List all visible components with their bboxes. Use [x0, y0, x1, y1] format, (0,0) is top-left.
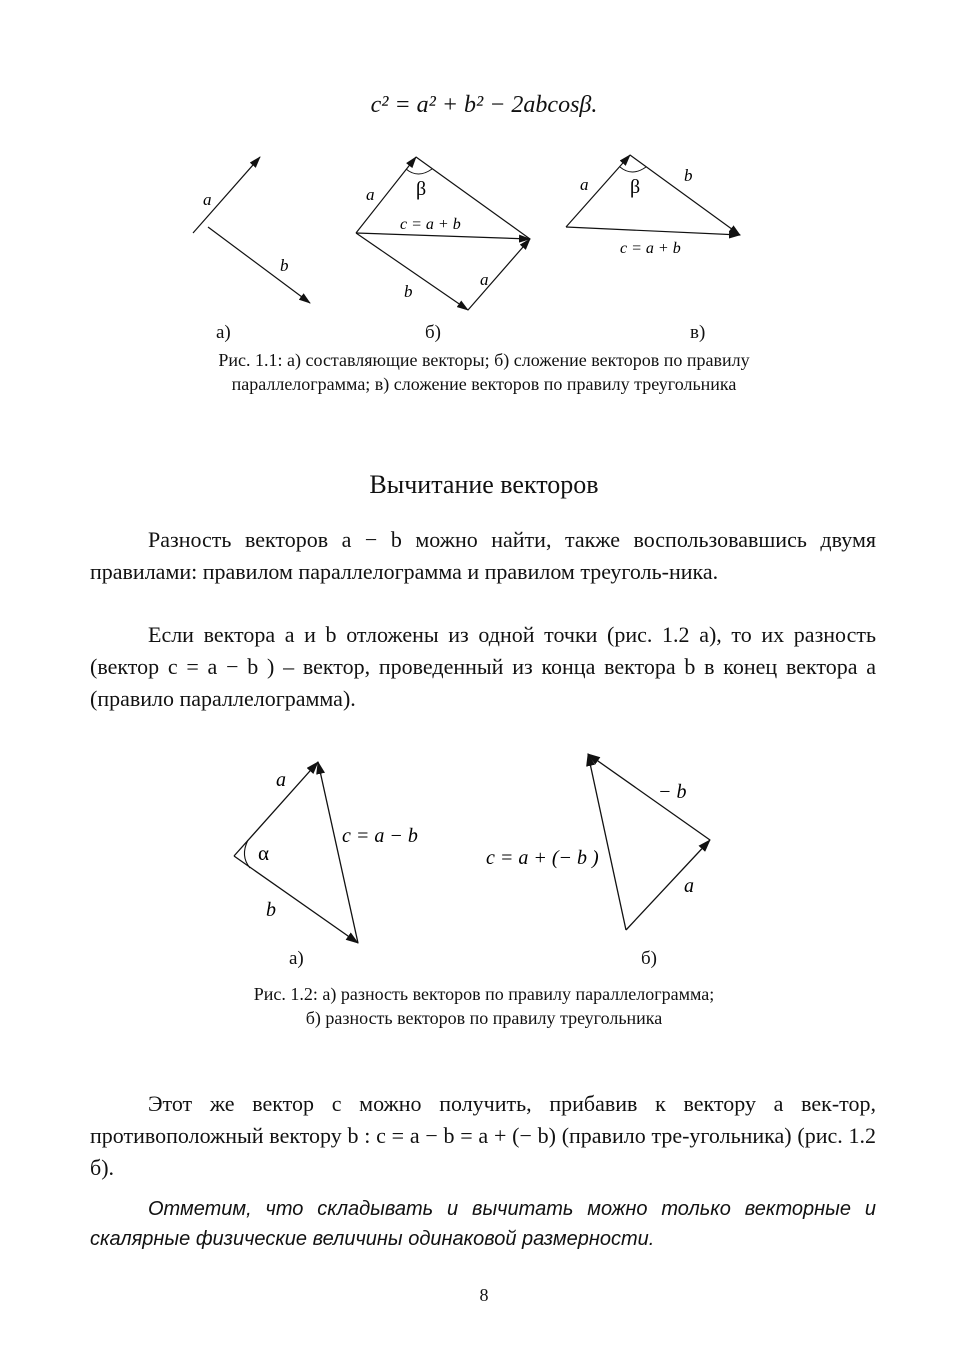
fig1b-label-c: c = a + b	[400, 216, 461, 233]
fig1c-sublabel: в)	[690, 322, 706, 343]
figure-1-1-caption-line1: Рис. 1.1: а) составляющие векторы; б) сложение векторов по правилу	[218, 350, 750, 370]
paragraph-2	[90, 619, 876, 715]
fig1b-vector-c	[356, 233, 530, 239]
fig1a-vector-b	[208, 227, 310, 303]
fig2b-label-negb: − b	[658, 781, 687, 803]
fig2a-vector-c	[318, 762, 358, 943]
fig2a-label-alpha: α	[258, 841, 270, 865]
fig1b-angle-arc	[406, 169, 432, 174]
fig2b-label-a: a	[684, 875, 694, 897]
law-of-cosines-formula: c² = a² + b² − 2abcosβ.	[370, 92, 598, 118]
fig2b-vector-negb	[588, 754, 710, 840]
fig1c-vector-a	[566, 155, 630, 227]
fig2a-label-a: a	[276, 769, 286, 791]
fig1b-vector-a-bottom	[468, 239, 530, 310]
paragraph-4-text: Отметим, что складывать и вычитать можно только векторные и скалярные физические величины одинаковой размерности.	[90, 1198, 876, 1250]
fig2b-vector-c	[588, 754, 626, 930]
fig1c-label-beta: β	[630, 176, 641, 198]
paragraph-1-text: Разность векторов a − b можно найти, также воспользовавшись двумя правилами: правилом параллелограмма и правилом треуголь-ника.	[90, 527, 876, 584]
fig2a-label-c: c = a − b	[342, 825, 418, 847]
paragraph-3-text: Этот же вектор c можно получить, прибавив к вектору a век-тор, противоположный вектору b : c = a − b = a + (− b) (правило тре-угольника) (рис. 1.2 б).	[90, 1091, 876, 1180]
fig1a-label-b: b	[280, 256, 289, 275]
fig2b-vector-a	[626, 840, 710, 930]
fig1a-sublabel: а)	[216, 322, 231, 343]
figure-1-2-caption-line2: б) разность векторов по правилу треугольника	[305, 1008, 663, 1028]
figure-1-2	[220, 748, 740, 953]
page-number: 8	[479, 1285, 489, 1305]
figure-1-2-caption-line1: Рис. 1.2: а) разность векторов по правилу параллелограмма;	[253, 984, 715, 1004]
fig1b-label-b: b	[404, 282, 413, 301]
figure-1-1	[170, 145, 770, 320]
fig1c-vector-c	[566, 227, 740, 235]
fig1b-label-a-bottom: a	[480, 270, 489, 289]
paragraph-2-text: Если вектора a и b отложены из одной точки (рис. 1.2 а), то их разность (вектор c = a − b ) – вектор, проведенный из конца вектора b в конец вектора a (правило параллелограмма).	[90, 622, 876, 711]
section-heading: Вычитание векторов	[369, 470, 599, 499]
fig1c-label-a: a	[580, 175, 589, 194]
paragraph-4-note	[90, 1194, 876, 1254]
paragraph-3	[90, 1088, 876, 1184]
fig2b-sublabel: б)	[641, 948, 657, 969]
fig1b-sublabel: б)	[425, 322, 441, 343]
figure-1-1-caption-line2: параллелограмма; в) сложение векторов по правилу треугольника	[231, 374, 737, 394]
fig1c-angle-arc	[620, 167, 646, 172]
paragraph-1	[90, 524, 876, 588]
fig1c-label-c: c = a + b	[620, 240, 681, 257]
fig1c-label-b: b	[684, 166, 693, 185]
fig2b-label-c: c = a + (− b )	[486, 847, 599, 869]
fig2a-label-b: b	[266, 899, 276, 921]
fig1b-label-a-top: a	[366, 185, 375, 204]
fig2a-vector-b	[234, 856, 358, 943]
fig2a-sublabel: а)	[289, 948, 304, 969]
fig1b-label-beta: β	[416, 178, 427, 200]
fig1a-label-a: a	[203, 190, 212, 209]
